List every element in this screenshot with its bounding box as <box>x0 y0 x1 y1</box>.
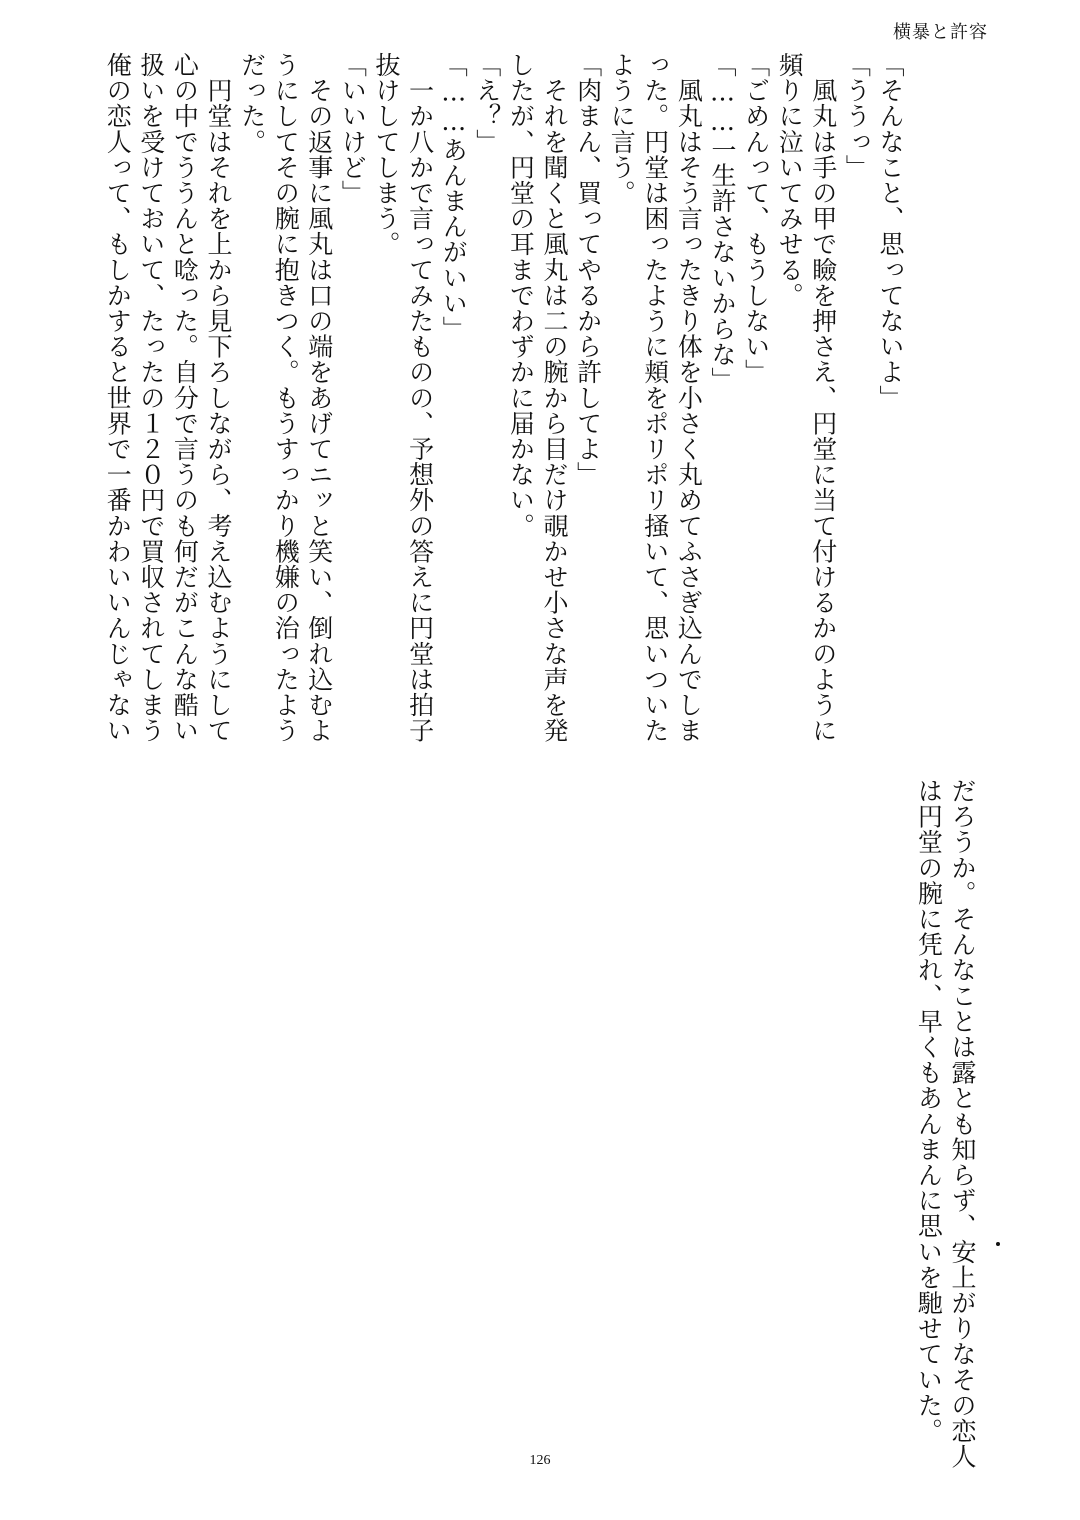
text-line: 頻りに泣いてみせる。 <box>775 52 805 308</box>
text-line: 円堂はそれを上から見下ろしながら、考え込むようにして <box>204 52 233 744</box>
text-line: 心の中でううんと唸った。自分で言うのも何だがこんな酷い <box>170 52 200 744</box>
text-line: 扱いを受けておいて、たったの１２０円で買収されてしまう <box>136 52 166 744</box>
text-line: それを聞くと風丸は二の腕から目だけ覗かせ小さな声を発 <box>540 52 569 744</box>
text-line: 「そんなこと、思ってないよ」 <box>876 52 905 411</box>
text-line: 「ううっ」 <box>842 52 872 180</box>
print-speck <box>996 1242 1000 1246</box>
text-line: ように言う。 <box>607 52 637 206</box>
text-line: 「ごめんって、もうしない」 <box>741 52 771 385</box>
text-line: は円堂の腕に凭れ、早くもあんまんに思いを馳せていた。 <box>914 778 944 1444</box>
text-line: 「……あんまんがいい」 <box>439 52 469 342</box>
running-header: 横暴と許容 <box>893 22 988 43</box>
text-line: 「肉まん、買ってやるから許してよ」 <box>573 52 603 488</box>
text-line: 風丸は手の甲で瞼を押さえ、円堂に当て付けるかのように <box>808 52 838 744</box>
text-line: 「いいけど」 <box>338 52 368 206</box>
text-line: 風丸はそう言ったきり体を小さく丸めてふさぎ込んでしま <box>674 52 704 744</box>
text-line: うにしてその腕に抱きつく。もうすっかり機嫌の治ったよう <box>271 52 301 744</box>
text-line: だろうか。そんなことは露とも知らず、安上がりなその恋人 <box>948 778 977 1470</box>
text-line: 「え？」 <box>472 52 502 155</box>
text-line: 抜けしてしまう。 <box>372 52 401 257</box>
text-line: 「……一生許さないからな」 <box>708 52 737 393</box>
text-line: 俺の恋人って、もしかすると世界で一番かわいいんじゃない <box>103 52 133 744</box>
page-number: 126 <box>529 1453 551 1468</box>
text-line: その返事に風丸は口の端をあげてニッと笑い、倒れ込むよ <box>304 52 334 744</box>
text-line: したが、円堂の耳までわずかに届かない。 <box>506 52 536 539</box>
text-line: った。円堂は困ったように頬をポリポリ掻いて、思いついた <box>640 52 670 744</box>
text-line: だった。 <box>237 52 267 155</box>
text-line: 一か八かで言ってみたものの、予想外の答えに円堂は拍子 <box>405 52 435 744</box>
